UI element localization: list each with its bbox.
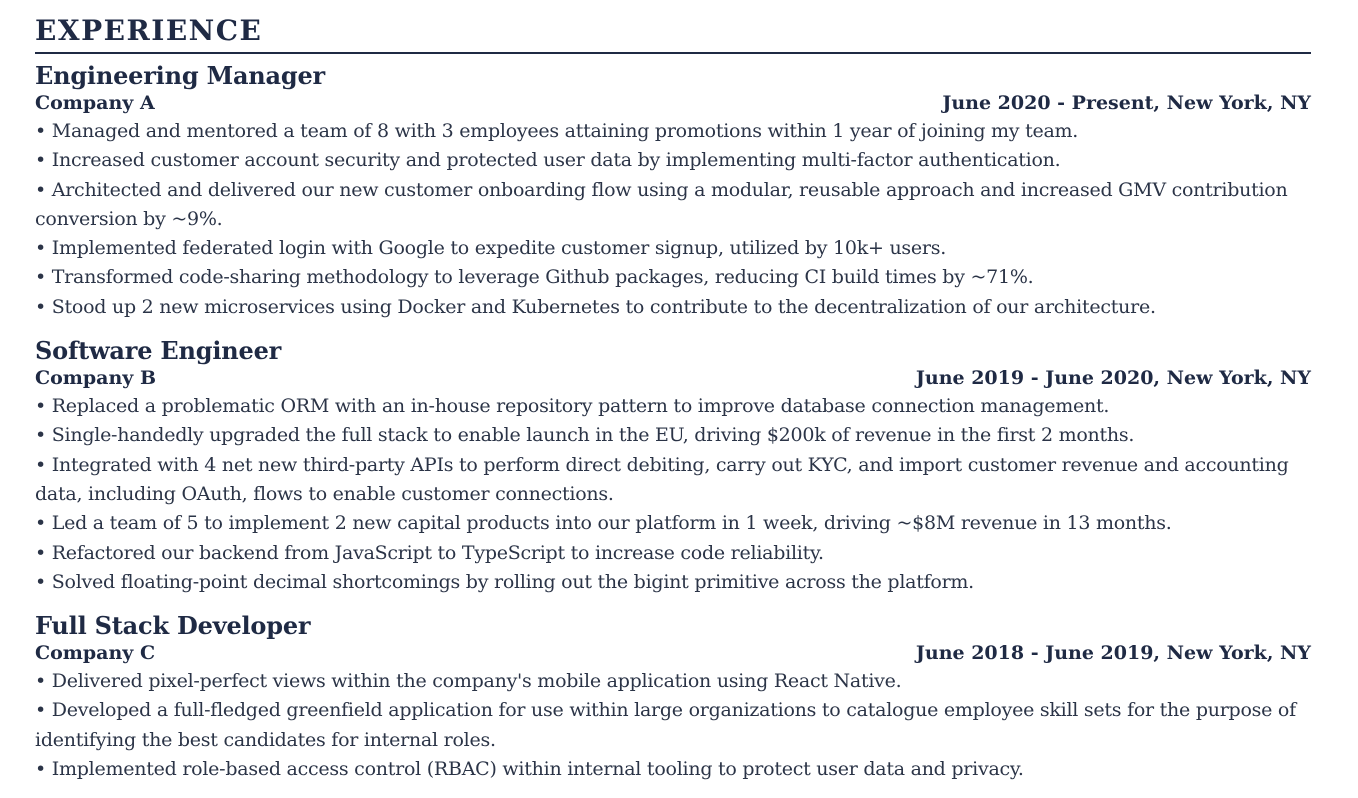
job-dates-location: June 2019 - June 2020, New York, NY	[915, 367, 1311, 390]
job-bullet: • Implemented role-based access control (RBAC) within internal tooling to protect user data and privacy.	[35, 758, 1024, 781]
company-name: Company C	[35, 642, 156, 665]
job-entry-full-stack-developer	[35, 611, 1311, 784]
job-bullet: • Single-handedly upgraded the full stack to enable launch in the EU, driving $200k of revenue in the first 2 months.	[35, 424, 1135, 447]
job-bullet: • Delivered pixel-perfect views within the company's mobile application using React Native.	[35, 670, 902, 693]
job-dates-location: June 2020 - Present, New York, NY	[942, 92, 1311, 114]
job-title: Full Stack Developer	[35, 611, 311, 641]
job-bullet: • Solved floating-point decimal shortcomings by rolling out the bigint primitive across the platform.	[35, 570, 974, 593]
section-divider	[35, 52, 1311, 54]
job-bullets	[35, 117, 1311, 322]
job-bullet: • Architected and delivered our new customer onboarding flow using a modular, reusable approach and increased GMV contribution conversion by ~9%.	[35, 178, 1288, 230]
job-bullet: • Transformed code-sharing methodology to leverage Github packages, reducing CI build times by ~71%.	[35, 266, 1034, 289]
company-name: Company B	[35, 367, 157, 390]
section-title: EXPERIENCE	[35, 14, 263, 47]
job-bullet: • Replaced a problematic ORM with an in-house repository pattern to improve database connection management.	[35, 395, 1110, 418]
job-entry-software-engineer	[35, 336, 1311, 597]
resume-page	[35, 14, 1311, 798]
job-bullets	[35, 392, 1311, 597]
job-bullet: • Refactored our backend from JavaScript to TypeScript to increase code reliability.	[35, 541, 824, 564]
job-dates-location: June 2018 - June 2019, New York, NY	[915, 642, 1311, 665]
company-name: Company A	[35, 92, 155, 114]
job-entry-engineering-manager	[35, 61, 1311, 322]
job-bullet: • Developed a full-fledged greenfield application for use within large organizations to catalogue employee skill sets for the purpose of identifying the best candidates for internal roles.	[35, 699, 1296, 751]
job-bullet: • Increased customer account security and protected user data by implementing multi-factor authentication.	[35, 149, 1061, 172]
job-title: Software Engineer	[35, 336, 282, 366]
job-bullet: • Led a team of 5 to implement 2 new capital products into our platform in 1 week, driving ~$8M revenue in 13 months.	[35, 512, 1172, 535]
job-bullet: • Implemented federated login with Google to expedite customer signup, utilized by 10k+ users.	[35, 237, 947, 260]
job-title: Engineering Manager	[35, 61, 325, 90]
job-bullet: • Managed and mentored a team of 8 with 3 employees attaining promotions within 1 year of joining my team.	[35, 120, 1079, 142]
job-meta-row	[35, 641, 1311, 665]
job-meta-row	[35, 91, 1311, 115]
job-bullets	[35, 667, 1311, 784]
job-bullet: • Integrated with 4 net new third-party APIs to perform direct debiting, carry out KYC, and import customer revenue and accounting data, including OAuth, flows to enable customer connections.	[35, 453, 1289, 505]
job-bullet: • Stood up 2 new microservices using Docker and Kubernetes to contribute to the decentralization of our architecture.	[35, 295, 1156, 318]
job-meta-row	[35, 366, 1311, 390]
